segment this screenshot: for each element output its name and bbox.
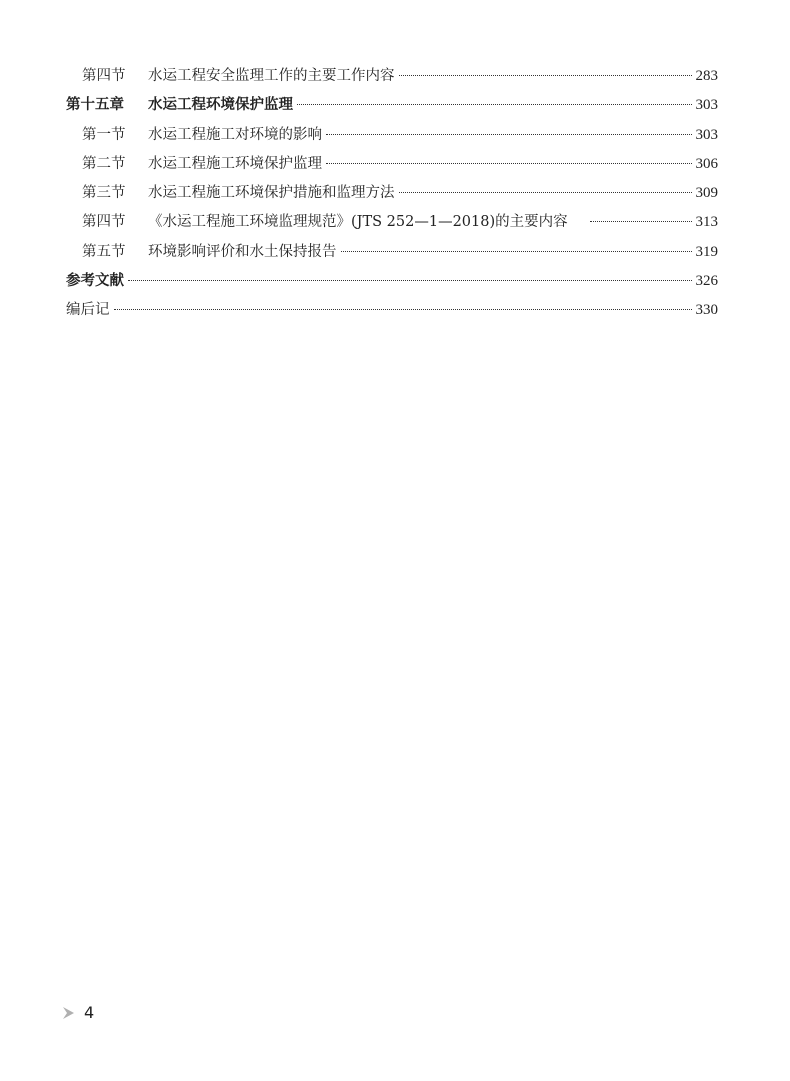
toc-row [66, 208, 718, 237]
toc-section-label: 第四节 [82, 214, 126, 231]
toc-section-label: 第五节 [82, 243, 126, 260]
toc-afterword-row [66, 296, 718, 325]
dot-leader [114, 308, 692, 310]
toc-row [66, 179, 718, 208]
page-footer [60, 1003, 94, 1022]
toc-page-number: 283 [695, 68, 718, 84]
toc-section-label: 第一节 [82, 126, 126, 143]
toc-row [66, 150, 718, 179]
toc-entry-title: 环境影响评价和水土保持报告 [148, 243, 337, 260]
dot-leader [399, 191, 692, 193]
chevron-right-icon [60, 1004, 78, 1022]
toc-entry-title: 水运工程施工对环境的影响 [148, 126, 322, 143]
toc-chapter-title: 水运工程环境保护监理 [148, 97, 293, 114]
dot-leader [399, 74, 692, 76]
toc-entry-title: 《水运工程施工环境监理规范》(JTS 252—1—2018)的主要内容 [148, 214, 568, 231]
toc-chapter-row [66, 91, 718, 120]
toc-entry-title: 水运工程安全监理工作的主要工作内容 [148, 68, 395, 84]
page-number: 4 [84, 1003, 95, 1022]
dot-leader [341, 250, 692, 252]
toc-row [66, 62, 718, 91]
toc-page-number: 319 [695, 243, 718, 260]
toc-section-label: 第三节 [82, 185, 126, 202]
toc-afterword-title: 编后记 [66, 302, 110, 319]
toc-page-number: 313 [695, 214, 718, 231]
dot-leader [326, 162, 692, 164]
toc-row [66, 121, 718, 150]
dot-leader [128, 279, 692, 281]
dot-leader [590, 220, 692, 222]
toc-page-number: 309 [695, 185, 718, 202]
toc-page-number: 303 [695, 126, 718, 143]
toc-chapter-label: 第十五章 [66, 97, 124, 114]
toc-entry-title: 水运工程施工环境保护措施和监理方法 [148, 185, 395, 202]
table-of-contents [66, 62, 718, 326]
toc-references-title: 参考文献 [66, 273, 124, 290]
toc-page-number: 303 [695, 97, 718, 114]
toc-section-label: 第二节 [82, 155, 126, 172]
toc-page-number: 306 [695, 155, 718, 172]
dot-leader [326, 133, 692, 135]
toc-page-number: 326 [695, 273, 718, 290]
toc-entry-title: 水运工程施工环境保护监理 [148, 155, 322, 172]
toc-page-number: 330 [695, 302, 718, 319]
toc-section-label: 第四节 [82, 68, 126, 84]
toc-row [66, 238, 718, 267]
dot-leader [297, 103, 692, 105]
toc-references-row [66, 267, 718, 296]
